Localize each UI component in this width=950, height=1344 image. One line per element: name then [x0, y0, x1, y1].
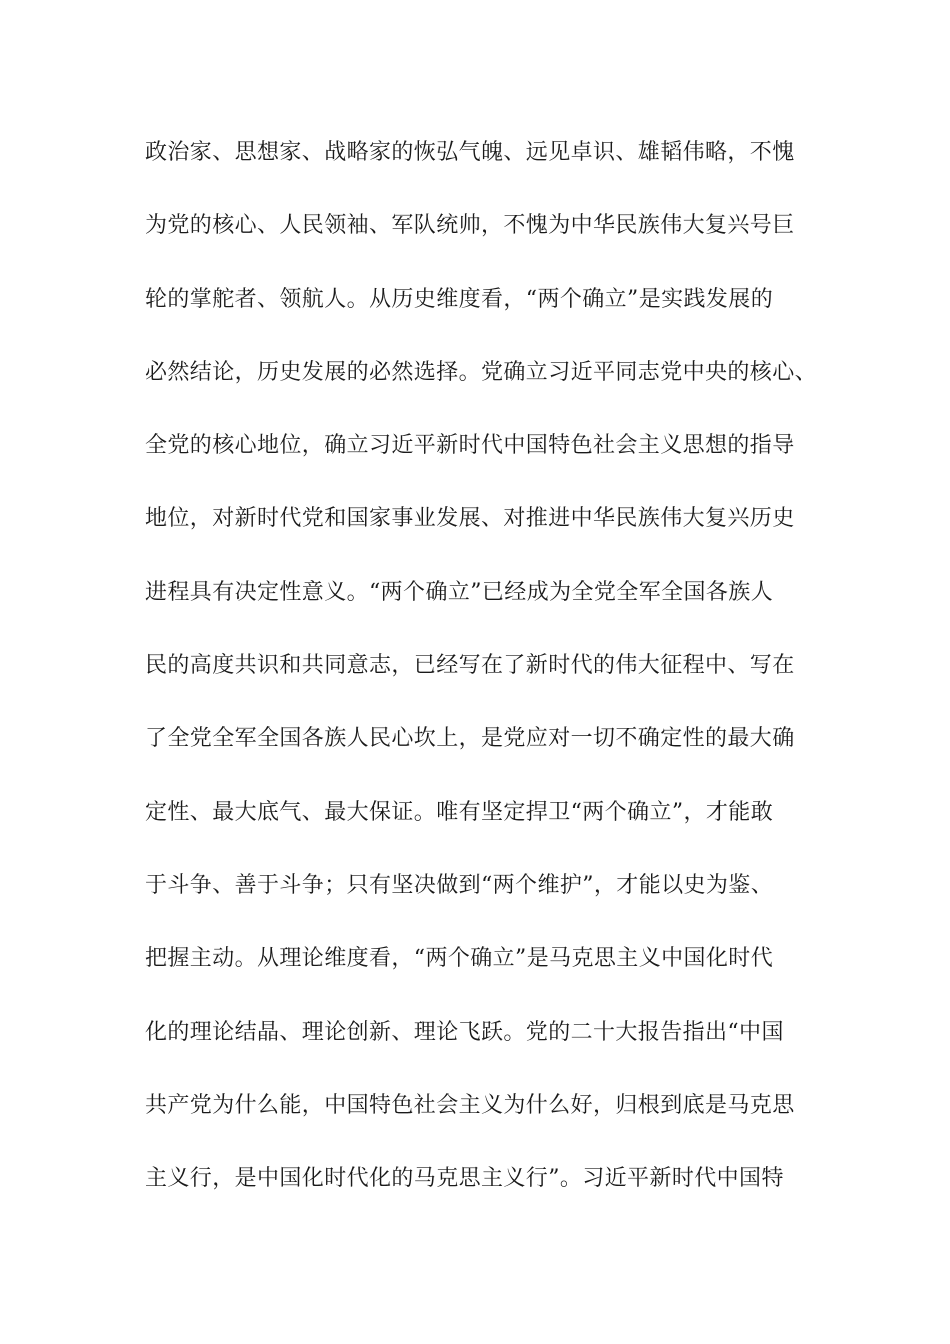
- text-line: 把握主动。从理论维度看，“两个确立”是马克思主义中国化时代: [145, 946, 774, 972]
- text-line: 为党的核心、人民领袖、军队统帅，不愧为中华民族伟大复兴号巨: [145, 213, 795, 239]
- text-line: 民的高度共识和共同意志，已经写在了新时代的伟大征程中、写在: [145, 653, 795, 679]
- text-line: 全党的核心地位，确立习近平新时代中国特色社会主义思想的指导: [145, 433, 795, 459]
- text-line: 了全党全军全国各族人民心坎上，是党应对一切不确定性的最大确: [145, 726, 795, 752]
- text-line: 政治家、思想家、战略家的恢弘气魄、远见卓识、雄韬伟略，不愧: [145, 140, 795, 165]
- text-line: 定性、最大底气、最大保证。唯有坚定捍卫“两个确立”，才能敢: [145, 799, 774, 825]
- text-line: 进程具有决定性意义。“两个确立”已经成为全党全军全国各族人: [145, 579, 774, 605]
- text-line: 于斗争、善于斗争；只有坚决做到“两个维护”，才能以史为鉴、: [145, 872, 774, 898]
- text-line: 主义行，是中国化时代化的马克思主义行”。习近平新时代中国特: [145, 1166, 784, 1192]
- text-line: 轮的掌舵者、领航人。从历史维度看，“两个确立”是实践发展的: [145, 286, 774, 312]
- text-line: 化的理论结晶、理论创新、理论飞跃。党的二十大报告指出“中国: [145, 1019, 784, 1045]
- text-line: 必然结论，历史发展的必然选择。党确立习近平同志党中央的核心、: [145, 359, 818, 385]
- text-line: 共产党为什么能，中国特色社会主义为什么好，归根到底是马克思: [145, 1092, 795, 1118]
- text-line: 地位，对新时代党和国家事业发展、对推进中华民族伟大复兴历史: [145, 506, 795, 532]
- body-text: [145, 128, 818, 1227]
